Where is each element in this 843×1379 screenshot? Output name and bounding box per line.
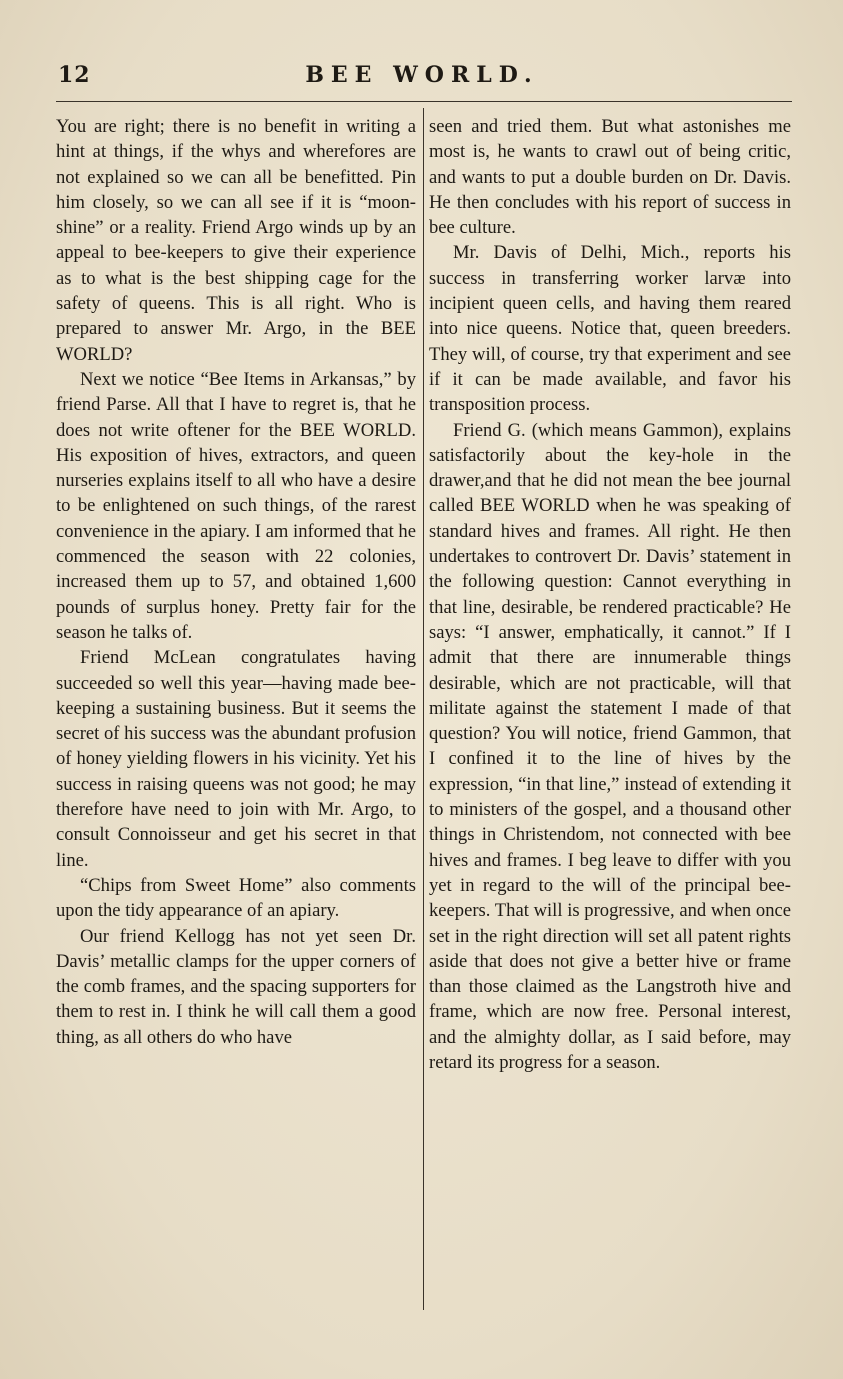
left-paragraph-1: You are right; there is no benefit in writing a hint at things, if the whys and wherefores are not explained so we can all be benefitted. Pin him closely, so we can all see if it is “moon-shine” or a reality. Friend Argo winds up by an appeal to bee-keepers to give their experience as to what is the best shipping cage for the safety of queens. This is all right. Who is prepared to answer Mr. Argo, in the BEE WORLD? [56,116,416,365]
right-paragraph-2: Mr. Davis of Delhi, Mich., reports his success in transferring worker larvæ into incipient queen cells, and having them reared into nice queens. Notice that, queen breeders. They will, of course, try that experiment and see if it can be made available, and favor his transposition process. [429,242,791,416]
right-paragraph-3: Friend G. (which means Gammon), explains satisfactorily about the key-hole in the drawer,and that he did not mean the bee journal called BEE WORLD when he was speaking of standard hives and frames. All right. He then undertakes to controvert Dr. Davis’ statement in the following question: Cannot everything in that line, desirable, be rendered practicable? He says: “I answer, emphatically, it cannot.” If I admit that there are innumerable things desirable, which are not practicable, will that militate against the statement I made of that question? You will notice, friend Gammon, that I confined it to the line of hives by the expression, “in that line,” instead of extending it to ministers of the gospel, and a thousand other things in Christendom, not connected with bee hives and frames. I beg leave to differ with you yet in regard to the will of the principal bee-keepers. That will is progressive, and when once set in the right direction will set all patent rights aside that does not give a better hive or frame than those claimed as the Langstroth hive and frame, which are now free. Personal interest, and the almighty dollar, as I said before, may retard its progress for a season. [429,419,791,1073]
right-column [429,114,791,1075]
header-rule [56,101,792,102]
column-divider [423,108,424,1310]
left-paragraph-4: “Chips from Sweet Home” also comments upon the tidy appearance of an apiary. [56,874,416,922]
left-paragraph-5: Our friend Kellogg has not yet seen Dr. Davis’ metallic clamps for the upper corners of the comb frames, and the spacing supporters for them to rest in. I think he will call them a good thing, as all others do who have [56,925,416,1048]
left-column [56,114,416,1050]
right-paragraph-1: seen and tried them. But what astonishes me most is, he wants to crawl out of being critic, and wants to put a double burden on Dr. Davis. He then concludes with his report of success in bee culture. [429,116,791,239]
left-paragraph-3: Friend McLean congratulates having succeeded so well this year—having made bee-keeping a sustaining business. But it seems the secret of his success was the abundant profusion of honey yielding flowers in his vicinity. Yet his success in raising queens was not good; he may therefore have need to join with Mr. Argo, to consult Connoisseur and get his secret in that line. [56,647,416,871]
page-number: 12 [58,62,91,88]
left-paragraph-2: Next we notice “Bee Items in Arkansas,” by friend Parse. All that I have to regret is, that he does not write oftener for the BEE WORLD. His exposition of hives, extractors, and queen nurseries explains itself to all who have a desire to be enlightened on such things, of the rarest convenience in the apiary. I am informed that he commenced the season with 22 colonies, increased them up to 57, and obtained 1,600 pounds of surplus honey. Pretty fair for the season he talks of. [56,368,416,643]
running-title: BEE WORLD. [305,62,539,88]
page-header [52,60,792,94]
